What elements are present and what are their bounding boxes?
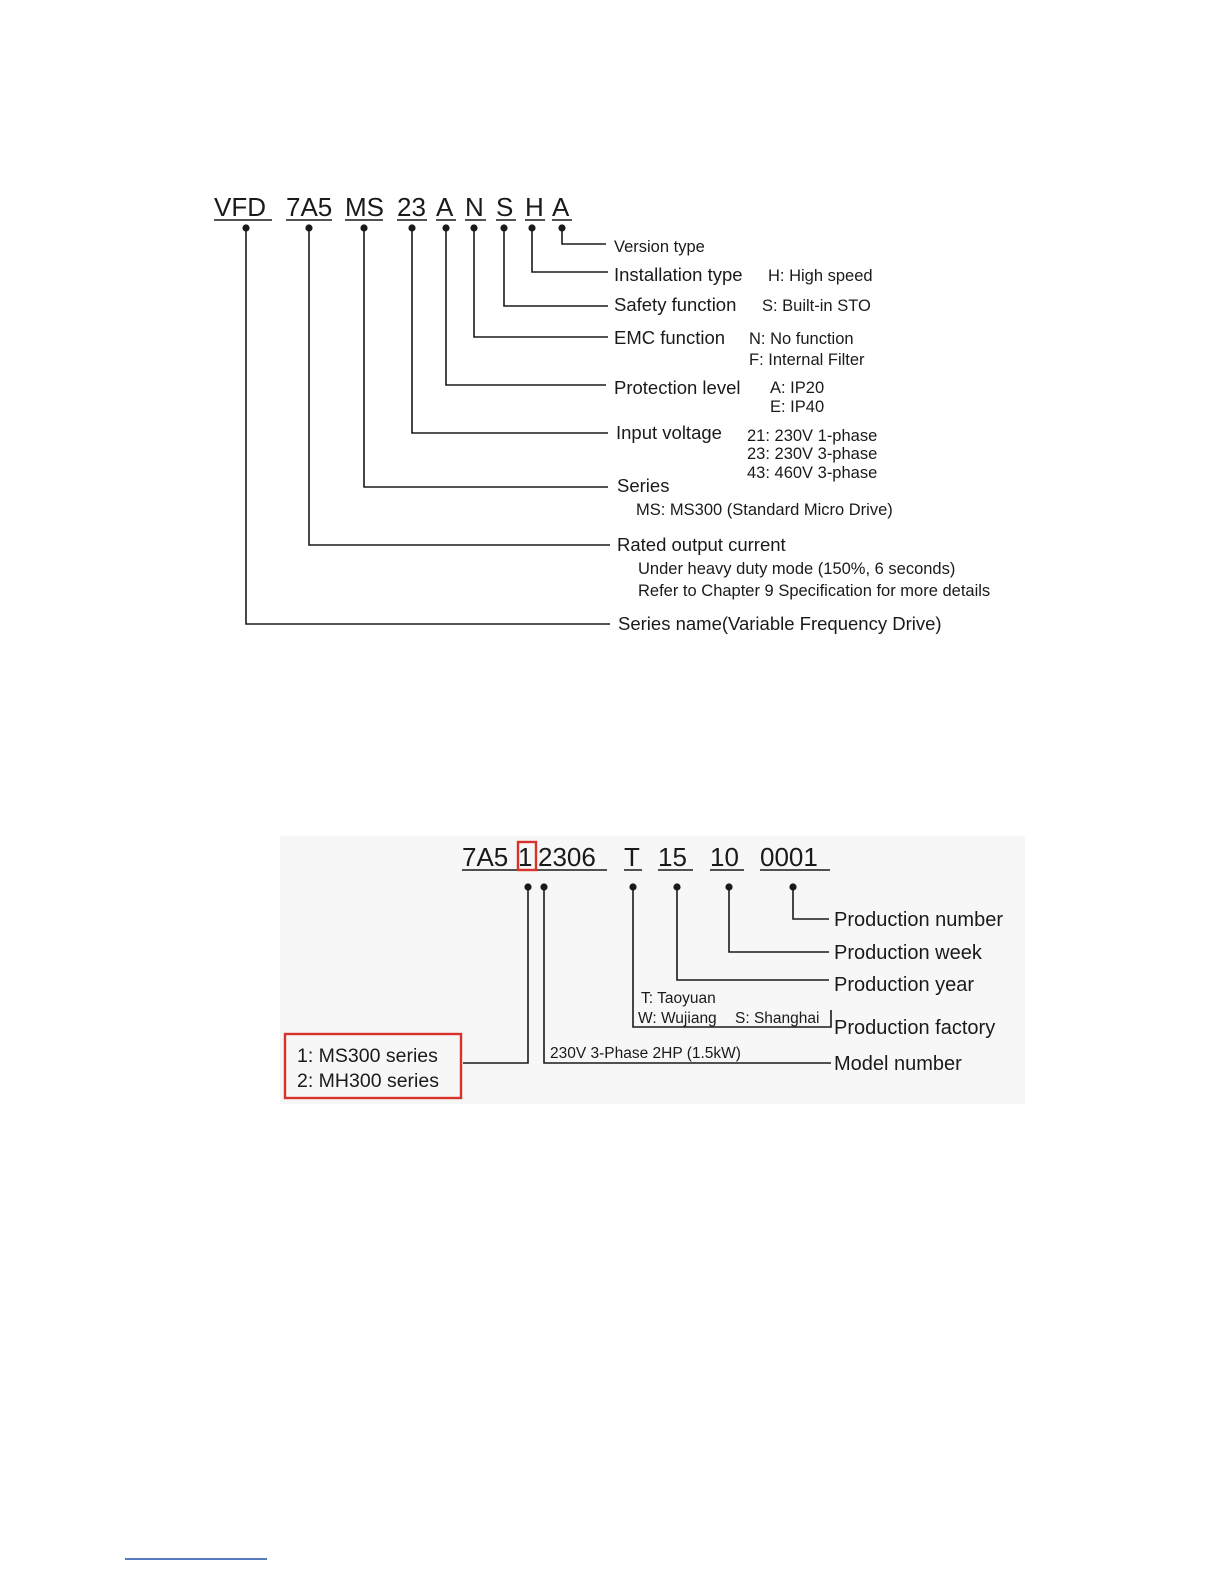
field-series-name: Series name(Variable Frequency Drive): [618, 613, 942, 634]
field-series: Series: [617, 475, 670, 496]
leader-line: [412, 228, 608, 433]
series-legend-item: 1: MS300 series: [297, 1045, 438, 1067]
current-note: Refer to Chapter 9 Specification for more details: [638, 582, 991, 600]
emc-value: N: No function: [749, 330, 854, 348]
field-version-type: Version type: [614, 238, 705, 256]
code-segment-installation: H: [525, 192, 544, 222]
code-segment-version: A: [552, 192, 570, 222]
field-input-voltage: Input voltage: [616, 422, 722, 443]
series-legend-item: 2: MH300 series: [297, 1070, 439, 1092]
leader-line: [562, 228, 606, 244]
code-segment-emc: N: [465, 192, 484, 222]
field-production-number: Production number: [834, 909, 1003, 931]
field-protection-level: Protection level: [614, 377, 741, 398]
current-note: Under heavy duty mode (150%, 6 seconds): [638, 560, 956, 578]
code-segment-safety: S: [496, 192, 514, 222]
voltage-value: 21: 230V 1-phase: [747, 427, 878, 445]
field-model-number: Model number: [834, 1053, 962, 1075]
voltage-value: 23: 230V 3-phase: [747, 445, 878, 463]
leader-line: [504, 228, 608, 306]
serial-segment-number: 0001: [760, 842, 818, 872]
voltage-value: 43: 460V 3-phase: [747, 464, 878, 482]
field-rated-output-current: Rated output current: [617, 534, 786, 555]
code-segment-protection: A: [436, 192, 454, 222]
code-segment-vfd: VFD: [214, 192, 266, 222]
leader-line: [364, 228, 608, 487]
field-installation-type: Installation type: [614, 264, 743, 285]
serial-segment-model: 7A5: [462, 842, 509, 872]
field-production-factory: Production factory: [834, 1017, 996, 1039]
model-name-diagram: [214, 192, 990, 634]
installation-value: H: High speed: [768, 267, 873, 285]
field-emc-function: EMC function: [614, 327, 726, 348]
code-segment-series: MS: [345, 192, 384, 222]
safety-value: S: Built-in STO: [762, 297, 871, 315]
field-production-week: Production week: [834, 942, 982, 964]
series-value: MS: MS300 (Standard Micro Drive): [636, 501, 893, 519]
serial-segment-rating: 2306: [538, 842, 596, 872]
factory-value-wujiang: W: Wujiang: [638, 1010, 717, 1027]
protection-value: A: IP20: [770, 379, 825, 397]
emc-value: F: Internal Filter: [749, 351, 865, 369]
code-segment-voltage: 23: [397, 192, 426, 222]
leader-line: [246, 228, 610, 624]
code-segment-current: 7A5: [286, 192, 333, 222]
serial-segment-year: 15: [658, 842, 687, 872]
model-number-value: 230V 3-Phase 2HP (1.5kW): [550, 1045, 741, 1062]
leader-line: [532, 228, 608, 272]
leader-line: [309, 228, 610, 545]
serial-segment-factory: T: [624, 842, 640, 872]
factory-value-shanghai: S: Shanghai: [735, 1010, 820, 1027]
field-production-year: Production year: [834, 974, 975, 996]
factory-value-taoyuan: T: Taoyuan: [641, 990, 716, 1007]
protection-value: E: IP40: [770, 398, 825, 416]
serial-number-diagram: [280, 836, 1025, 1104]
serial-segment-week: 10: [710, 842, 739, 872]
field-safety-function: Safety function: [614, 294, 737, 315]
serial-segment-series-digit: 1: [518, 842, 533, 872]
